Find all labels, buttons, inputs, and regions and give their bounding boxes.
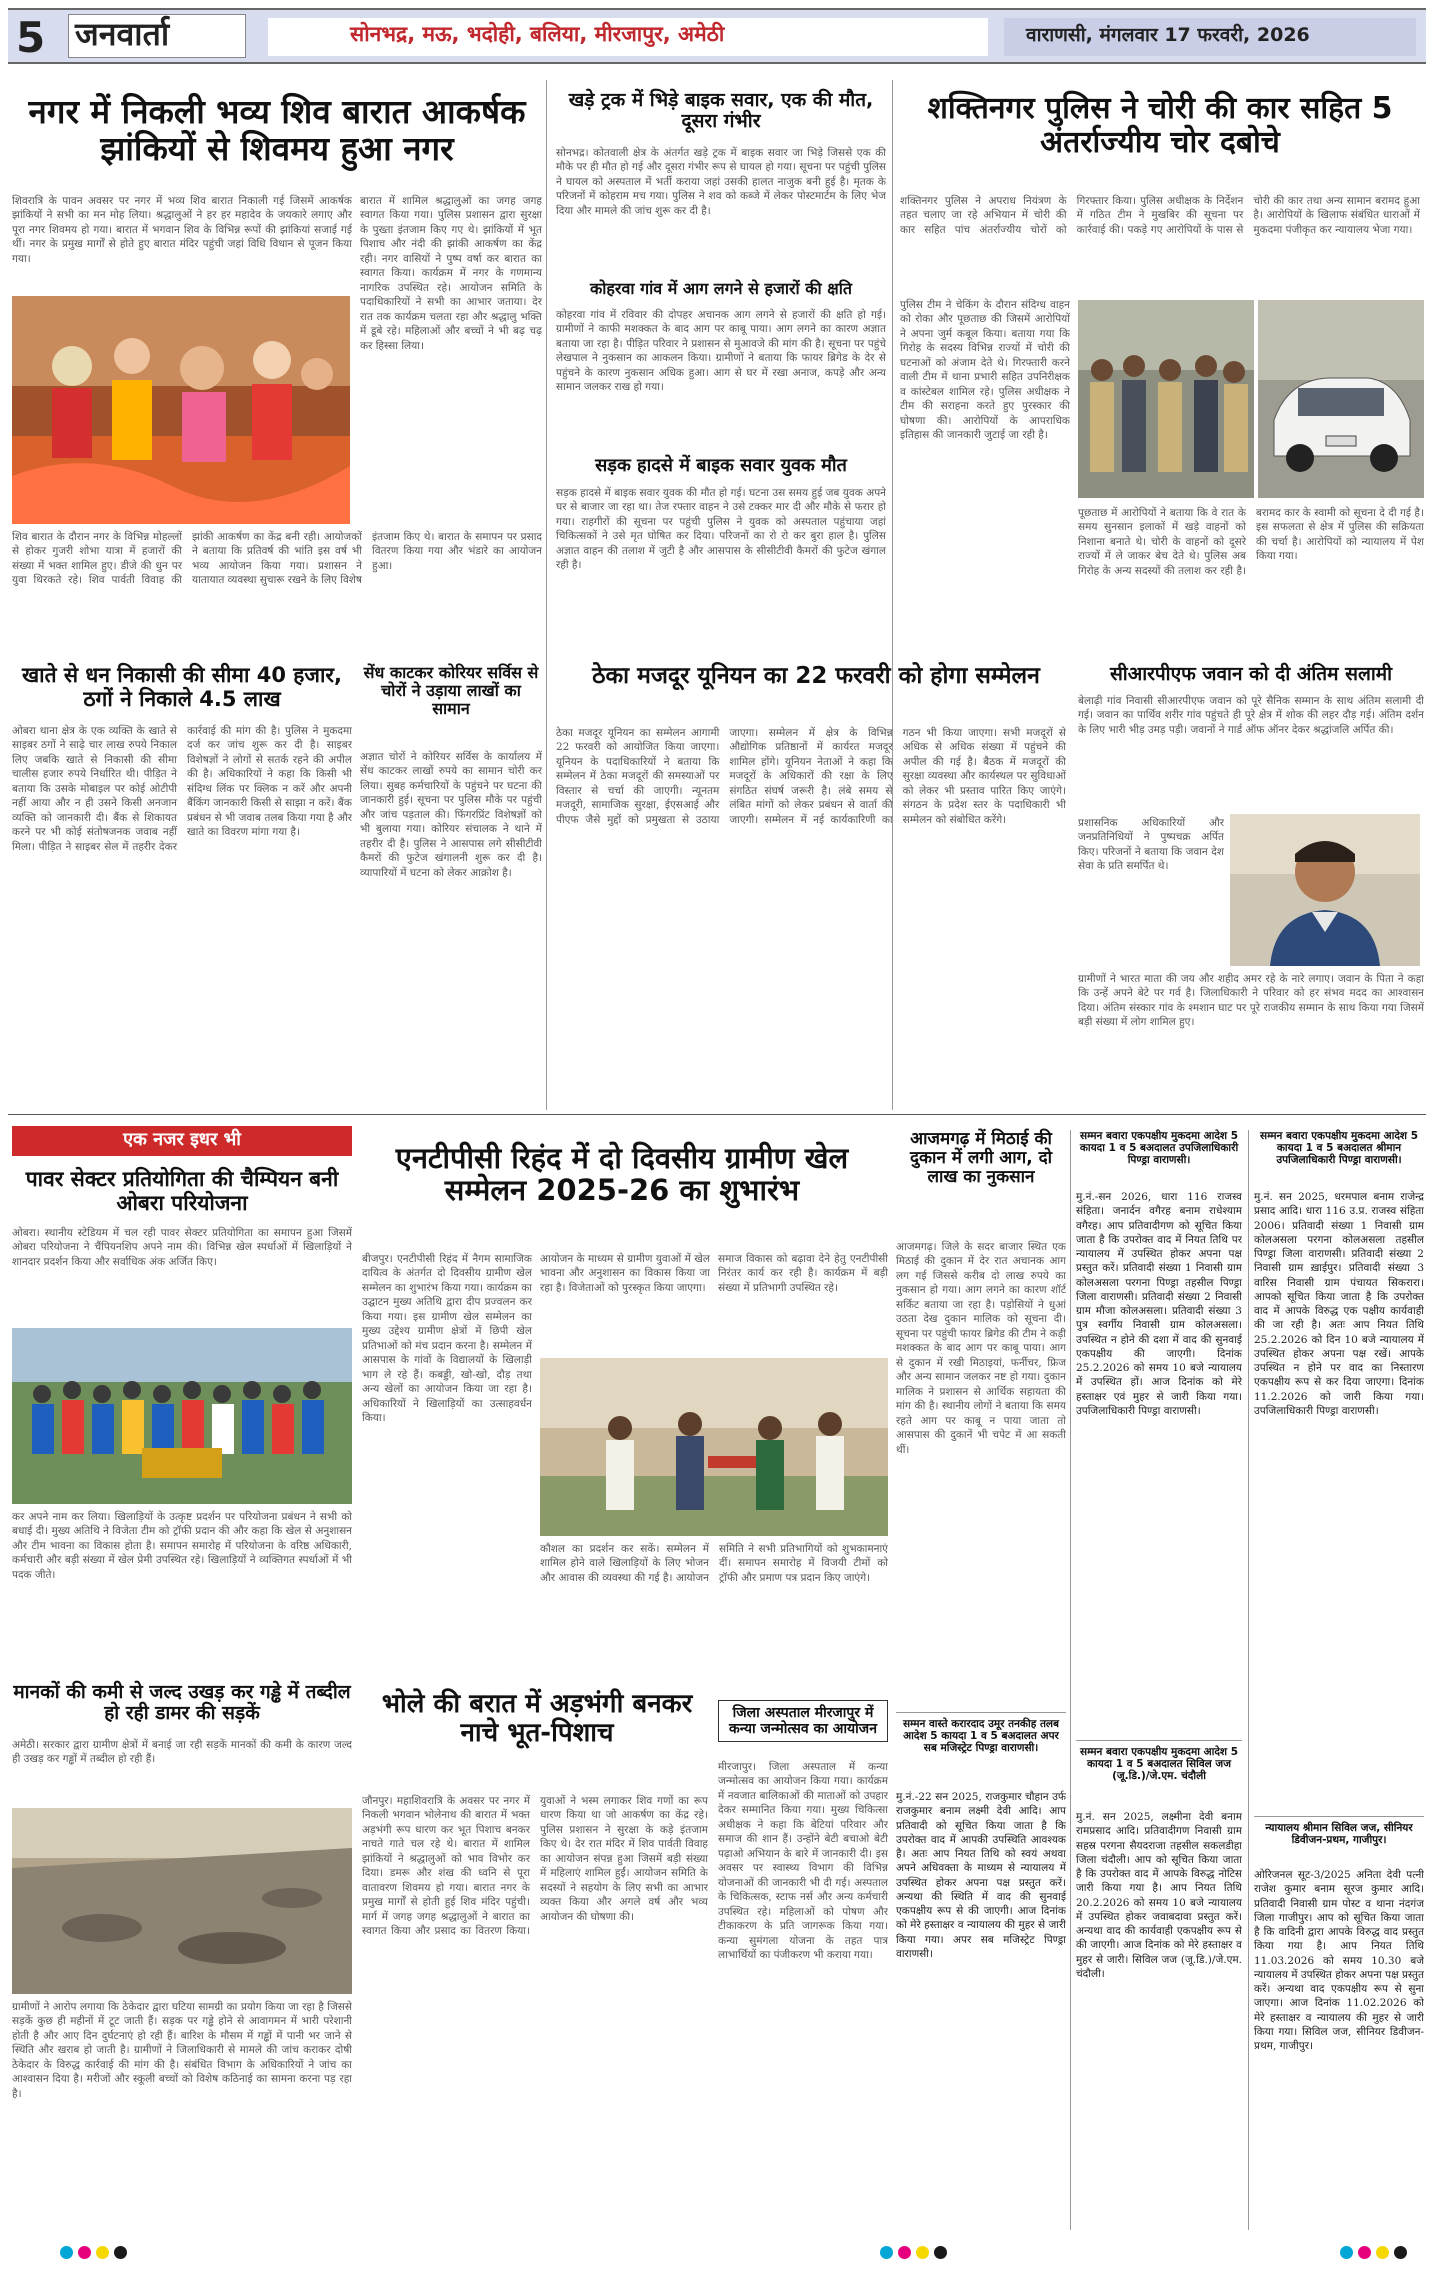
notice5-heading: न्यायालय श्रीमान सिविल जज, सीनियर डिवीजन-प्रथम, गाजीपुर। (1265, 1822, 1413, 1847)
story-body: अज्ञात चोरों ने कोरियर सर्विस के कार्यालय में सेंध काटकर लाखों रुपये का सामान चोरी कर लिया। सुबह कर्मचारियों के पहुंचने पर घटना की जानकारी हुई। सूचना पर पुलिस मौके पर पहुंची और जांच पड़ताल की। फिंगरप्रिंट विशेषज्ञों को भी बुलाया गया। कोरियर संचालक ने थाने में तहरीर दी है। पुलिस ने आसपास लगे सीसीटीवी कैमरों की फुटेज खंगालनी शुरू कर दी है। व्यापारियों में घटना को लेकर आक्रोश है। (360, 751, 542, 879)
column-rule (1070, 1130, 1071, 2230)
registration-dot-icon (898, 2246, 911, 2259)
registration-dot-icon (1340, 2246, 1353, 2259)
story-body: ओबरा थाना क्षेत्र के एक व्यक्ति के खाते से साइबर ठगों ने साढ़े चार लाख रुपये निकाल लिए जबकि खाते से निकासी की सीमा चालीस हजार रुपये निर्धारित थी। पीड़ित ने बताया कि उसके मोबाइल पर कोई ओटीपी नहीं आया और न ही उसने किसी अनजान व्यक्ति को जानकारी दी। बैंक से शिकायत करने पर भी कोई संतोषजनक जवाब नहीं मिला। पीड़ित ने साइबर सेल में तहरीर देकर कार्रवाई की मांग की है। पुलिस ने मुकदमा दर्ज कर जांच शुरू कर दी है। साइबर विशेषज्ञों ने लोगों से सतर्क रहने की अपील की है। अधिकारियों ने कहा कि किसी भी संदिग्ध लिंक पर क्लिक न करें और अपनी बैंकिंग जानकारी किसी से साझा न करें। बैंक प्रबंधन से भी जवाब तलब किया गया है और खाते का विवरण मांगा गया है। (12, 725, 352, 853)
headline-shaktinagar: शक्तिनगर पुलिस ने चोरी की कार सहित 5 अंतर्राज्यीय चोर दबोचे (927, 91, 1393, 160)
story-body: आयोजन के माध्यम से ग्रामीण युवाओं में खेल भावना और अनुशासन का विकास किया जा रहा है। विजेताओं को पुरस्कृत किया जाएगा। (540, 1253, 710, 1294)
ek-nazar-banner (12, 1126, 352, 1156)
headline-hospital: जिला अस्पताल मीरजापुर में कन्या जन्मोत्सव का आयोजन (718, 1700, 888, 1742)
registration-dot-icon (78, 2246, 91, 2259)
story-body: कौशल का प्रदर्शन कर सकें। सम्मेलन में शामिल होने वाले खिलाड़ियों के लिए भोजन और आवास की व्यवस्था की गई है। आयोजन समिति ने सभी प्रतिभागियों को शुभकामनाएं दीं। समापन समारोह में विजयी टीमों को ट्रॉफी और प्रमाण पत्र प्रदान किए जाएंगे। (540, 1543, 888, 1584)
headline-bhole: भोले की बरात में अड़भंगी बनकर नाचे भूत-पिशाच (381, 1689, 693, 1749)
headline-crpf: सीआरपीएफ जवान को दी अंतिम सलामी (1109, 663, 1393, 685)
ek-nazar-label: एक नजर इधर भी (123, 1129, 241, 1150)
story-body: शिव बारात के दौरान नगर के विभिन्न मोहल्लों से होकर गुजरी शोभा यात्रा में हजारों की संख्या में भक्त शामिल हुए। डीजे की धुन पर युवा थिरकते रहे। शिव पार्वती विवाह की झांकी आकर्षण का केंद्र बनी रही। आयोजकों ने बताया कि प्रतिवर्ष की भांति इस वर्ष भी भव्य आयोजन किया गया। प्रशासन ने यातायात व्यवस्था सुचारू रखने के लिए विशेष इंतजाम किए थे। बारात के समापन पर प्रसाद वितरण किया गया और भंडारे का आयोजन हुआ। (12, 531, 542, 587)
page-number: 5 (16, 13, 46, 62)
story-body: शक्तिनगर पुलिस ने अपराध नियंत्रण के तहत चलाए जा रहे अभियान में चोरी की कार सहित पांच अंतर्राज्यीय चोरों को गिरफ्तार किया। पुलिस अधीक्षक के निर्देशन में गठित टीम ने मुखबिर की सूचना पर कार्रवाई की। पकड़े गए आरोपियों के पास से चोरी की कार तथा अन्य सामान बरामद हुआ है। आरोपियों के खिलाफ संबंधित धाराओं में मुकदमा पंजीकृत कर न्यायालय भेजा गया। (900, 195, 1420, 236)
story-body: ओबरा। स्थानीय स्टेडियम में चल रही पावर सेक्टर प्रतियोगिता का समापन हुआ जिसमें ओबरा परियोजना ने चैंपियनशिप अपने नाम की। विभिन्न खेल स्पर्धाओं में खिलाड़ियों ने शानदार प्रदर्शन किया और सर्वाधिक अंक अर्जित किए। (12, 1227, 352, 1268)
story-body: बेलाढ़ी गांव निवासी सीआरपीएफ जवान को पूरे सैनिक सम्मान के साथ अंतिम सलामी दी गई। जवान का पार्थिव शरीर गांव पहुंचते ही पूरे क्षेत्र में शोक की लहर दौड़ गई। अंतिम दर्शन के लिए भारी भीड़ उमड़ पड़ी। जवानों ने गार्ड ऑफ ऑनर देकर श्रद्धांजलि अर्पित की। (1078, 695, 1424, 736)
registration-marks-center (880, 2244, 952, 2263)
legal-notice-body: मु.नं.-सन 2026, धारा 116 राजस्व संहिता। जनार्दन वगैरह बनाम राधेश्याम वगैरह। आप प्रतिवादीगण को सूचित किया जाता है कि उपरोक्त वाद में नियत तिथि पर न्यायालय में उपस्थित होकर अपना पक्ष प्रस्तुत करें। प्रतिवादी संख्या 1 निवासी ग्राम कोलअसला परगना पिण्ड्रा तहसील पिण्ड्रा जिला वाराणसी। प्रतिवादी संख्या 2 निवासी ग्राम मौजा कोलअसला। प्रतिवादी संख्या 3 पुत्र स्वर्गीय निवासी ग्राम कोलअसला। उपस्थित न होने की दशा में वाद की सुनवाई एकपक्षीय की जाएगी। दिनांक 25.2.2026 को समय 10 बजे न्यायालय में उपस्थित हों। आज दिनांक को मेरे हस्ताक्षर एवं मुहर से जारी किया गया। उपजिलाधिकारी पिण्ड्रा वाराणसी। (1076, 1191, 1242, 1417)
notice1-heading: सम्मन बवारा एकपक्षीय मुकदमा आदेश 5 कायदा 1 व 5 बअदालत उपजिलाधिकारी पिण्ड्रा वाराणसी। (1079, 1130, 1239, 1167)
headline-courier: सेंध काटकर कोरियर सर्विस से चोरों ने उड़ाया लाखों का सामान (363, 663, 539, 718)
dateline-box (1004, 18, 1416, 56)
damaged-road-photo (12, 1808, 352, 1994)
headline-azamgarh: आजमगढ़ में मिठाई की दुकान में लगी आग, दो लाख का नुकसान (909, 1129, 1053, 1188)
story-body: सोनभद्र। कोतवाली क्षेत्र के अंतर्गत खड़े ट्रक में बाइक सवार जा भिड़े जिससे एक की मौके पर ही मौत हो गई और दूसरा गंभीर रूप से घायल हो गया। सूचना पर पहुंची पुलिस ने घायल को अस्पताल में भर्ती कराया जहां उसकी हालत नाजुक बनी हुई है। मृतक के परिजनों में कोहराम मच गया। पुलिस ने शव को कब्जे में लेकर पोस्टमार्टम के लिए भेज दिया और मामले की जांच शुरू कर दी है। (556, 147, 886, 217)
section-divider (1076, 1740, 1242, 1741)
region-strip (268, 18, 988, 56)
region-list: सोनभद्र, मऊ, भदोही, बलिया, मीरजापुर, अमेठी (350, 22, 725, 46)
story-body: ठेका मजदूर यूनियन का सम्मेलन आगामी 22 फरवरी को आयोजित किया जाएगा। यूनियन के पदाधिकारियों ने बताया कि सम्मेलन में ठेका मजदूरों की समस्याओं पर विस्तार से चर्चा की जाएगी। न्यूनतम मजदूरी, सामाजिक सुरक्षा, ईएसआई और पीएफ जैसे मुद्दों को प्रमुखता से उठाया जाएगा। सम्मेलन में क्षेत्र के विभिन्न औद्योगिक प्रतिष्ठानों में कार्यरत मजदूर शामिल होंगे। यूनियन नेताओं ने कहा कि मजदूरों के अधिकारों की रक्षा के लिए संगठित संघर्ष जरूरी है। लंबे समय से लंबित मांगों को लेकर प्रबंधन से वार्ता की जाएगी। सम्मेलन में नई कार्यकारिणी का गठन भी किया जाएगा। सभी मजदूरों से अधिक से अधिक संख्या में पहुंचने की अपील की गई है। बैठक में मजदूरों की सुरक्षा व्यवस्था और कार्यस्थल पर सुविधाओं को लेकर भी प्रस्ताव पारित किए जाएंगे। संगठन के प्रदेश स्तर के पदाधिकारी भी सम्मेलन को संबोधित करेंगे। (556, 727, 1066, 826)
registration-dot-icon (1358, 2246, 1371, 2259)
notice2-heading: सम्मन बवारा एकपक्षीय मुकदमा आदेश 5 कायदा 1 व 5 बअदालत श्रीमान उपजिलाधिकारी पिण्ड्रा वाराणसी। (1259, 1130, 1419, 1167)
notice3-heading: सम्मन वास्ते करारदाद उमूर तनकीह तलब आदेश 5 कायदा 1 व 5 बअदालत अपर सब मजिस्ट्रेट पिण्ड्रा वाराणसी। (902, 1718, 1060, 1755)
crpf-jawan-photo (1230, 814, 1420, 966)
registration-dot-icon (60, 2246, 73, 2259)
column-rule (546, 80, 547, 1110)
headline-bike-death: सड़क हादसे में बाइक सवार युवक मौत (595, 455, 847, 476)
section-divider (8, 1114, 1426, 1115)
section-divider (896, 1712, 1066, 1713)
story-body: समाज विकास को बढ़ावा देने हेतु एनटीपीसी निरंतर कार्य कर रही है। कार्यक्रम में बड़ी संख्या में प्रतिभागी उपस्थित रहे। (718, 1253, 888, 1294)
ntpc-event-photo (540, 1358, 888, 1536)
registration-marks-left (60, 2244, 132, 2263)
registration-dot-icon (880, 2246, 893, 2259)
headline-kohrawa-fire: कोहरवा गांव में आग लगने से हजारों की क्षति (590, 279, 852, 298)
story-body: बीजपुर। एनटीपीसी रिहंद में नैगम सामाजिक दायित्व के अंतर्गत दो दिवसीय ग्रामीण खेल सम्मेलन का शुभारंभ किया गया। कार्यक्रम का उद्घाटन मुख्य अतिथि द्वारा दीप प्रज्वलन कर किया गया। इस ग्रामीण खेल सम्मेलन का मुख्य उद्देश्य ग्रामीण क्षेत्रों में छिपी खेल प्रतिभाओं को मंच प्रदान करना है। सम्मेलन में आसपास के गांवों के विद्यालयों के खिलाड़ी भाग ले रहे हैं। कबड्डी, खो-खो, दौड़ तथा अन्य खेलों का आयोजन किया जा रहा है। अधिकारियों ने खिलाड़ियों का उत्साहवर्धन किया। (362, 1253, 532, 1425)
legal-notice-body: मु.नं. सन 2025, धरमपाल बनाम राजेन्द्र प्रसाद आदि। धारा 116 उ.प्र. राजस्व संहिता 2006। प्रतिवादी संख्या 1 निवासी ग्राम कोलअसला परगना कोलअसला तहसील पिण्ड्रा जिला वाराणसी। प्रतिवादी संख्या 2 निवासी ग्राम ख़ाईपुर। प्रतिवादी संख्या 3 वारिस निवासी ग्राम पंचायत सिकरारा। आपको सूचित किया जाता है कि उपरोक्त वाद में आपके विरुद्ध एक पक्षीय कार्यवाही की जा रही है। अतः आप नियत तिथि 25.2.2026 को दिन 10 बजे न्यायालय में उपस्थित होकर अपना पक्ष रखें। आपके उपस्थित न होने पर वाद का निस्तारण एकपक्षीय रूप से कर दिया जाएगा। दिनांक 11.2.2026 को जारी किया गया। उपजिलाधिकारी पिण्ड्रा वाराणसी। (1254, 1191, 1424, 1417)
headline-obra: पावर सेक्टर प्रतियोगिता की चैम्पियन बनी ओबरा परियोजना (25, 1167, 339, 1215)
headline-shiv-barat: नगर में निकली भव्य शिव बारात आकर्षक झांकियों से शिवमय हुआ नगर (28, 92, 526, 168)
story-body: पुलिस टीम ने चेकिंग के दौरान संदिग्ध वाहन को रोका और पूछताछ की जिसमें आरोपियों ने अपना जुर्म कबूल किया। बताया गया कि गिरोह के सदस्य विभिन्न राज्यों में चोरी की घटनाओं को अंजाम देते थे। गिरफ्तारी करने वाली टीम में थाना प्रभारी सहित उपनिरीक्षक व कांस्टेबल शामिल रहे। पुलिस अधीक्षक ने टीम की सराहना करते हुए पुरस्कार की घोषणा की। आरोपियों के आपराधिक इतिहास की जानकारी जुटाई जा रही है। (900, 299, 1070, 442)
legal-notice-body: मु.नं. सन 2025, लक्ष्मीना देवी बनाम रामप्रसाद आदि। प्रतिवादीगण निवासी ग्राम सहस्र परगना सैयदराजा तहसील सकलडीहा जिला चंदौली। आप को सूचित किया जाता है कि उपरोक्त वाद में आपके विरुद्ध नोटिस जारी किया गया है। आप नियत तिथि 20.2.2026 को समय 10 बजे न्यायालय में उपस्थित होकर जवाबदावा प्रस्तुत करें। अन्यथा वाद की कार्यवाही एकपक्षीय रूप से की जाएगी। आज दिनांक को मेरे हस्ताक्षर व मुहर से जारी। सिविल जज (जू.डि.)/जे.एम. चंदौली। (1076, 1811, 1242, 1980)
registration-dot-icon (1376, 2246, 1389, 2259)
registration-dot-icon (1394, 2246, 1407, 2259)
headline-ntpc: एनटीपीसी रिहंद में दो दिवसीय ग्रामीण खेल सम्मेलन 2025-26 का शुभारंभ (395, 1141, 849, 1208)
stolen-car-photo (1258, 300, 1424, 498)
headline-roads: मानकों की कमी से जल्द उखड़ कर गड्ढे में तब्दील हो रही डामर की सड़कें (13, 1681, 351, 1725)
registration-marks-right (1340, 2244, 1412, 2263)
registration-dot-icon (114, 2246, 127, 2259)
dateline: वाराणसी, मंगलवार 17 फरवरी, 2026 (1026, 24, 1310, 46)
story-body: शिवरात्रि के पावन अवसर पर नगर में भव्य शिव बारात निकाली गई जिसमें आकर्षक झांकियों ने सभी का मन मोह लिया। श्रद्धालुओं ने हर हर महादेव के जयकारे लगाए और पूरा नगर शिवमय हो गया। बारात में भगवान शिव के विभिन्न रूपों की झांकियां सजाई गई थीं। नगर के प्रमुख मार्गों से होते हुए बारात मंदिर पहुंची जहां विधि विधान से पूजन किया गया। (12, 195, 352, 265)
registration-dot-icon (96, 2246, 109, 2259)
story-body: प्रशासनिक अधिकारियों और जनप्रतिनिधियों ने पुष्पचक्र अर्पित किए। परिजनों ने बताया कि जवान देश सेवा के प्रति समर्पित थे। (1078, 817, 1224, 873)
story-body: आजमगढ़। जिले के सदर बाजार स्थित एक मिठाई की दुकान में देर रात अचानक आग लग गई जिससे करीब दो लाख रुपये का नुकसान हो गया। आग लगने का कारण शॉर्ट सर्किट बताया जा रहा है। पड़ोसियों ने धुआं उठता देख दुकान मालिक को सूचना दी। सूचना पर पहुंची फायर ब्रिगेड की टीम ने कड़ी मशक्कत के बाद आग पर काबू पाया। आग से दुकान में रखी मिठाइयां, फर्नीचर, फ्रिज और अन्य सामान जलकर नष्ट हो गया। दुकान मालिक ने प्रशासन से आर्थिक सहायता की मांग की है। स्थानीय लोगों ने बताया कि समय रहते आग पर काबू न पाया जाता तो आसपास की दुकानें भी चपेट में आ सकती थीं। (896, 1241, 1066, 1456)
story-body: कर अपने नाम कर लिया। खिलाड़ियों के उत्कृष्ट प्रदर्शन पर परियोजना प्रबंधन ने सभी को बधाई दी। मुख्य अतिथि ने विजेता टीम को ट्रॉफी प्रदान की और कहा कि खेल से अनुशासन और टीम भावना का विकास होता है। समापन समारोह में परियोजना के वरिष्ठ अधिकारी, कर्मचारी और बड़ी संख्या में खेल प्रेमी उपस्थित रहे। खिलाड़ियों ने व्यक्तिगत स्पर्धाओं में भी पदक जीते। (12, 1511, 352, 1581)
masthead (8, 8, 1426, 64)
story-body: अमेठी। सरकार द्वारा ग्रामीण क्षेत्रों में बनाई जा रही सड़कें मानकों की कमी के कारण जल्द ही उखड़ कर गड्ढों में तब्दील हो रही हैं। (12, 1739, 352, 1766)
shaktinagar-police-photo (1078, 300, 1254, 498)
story-body: मीरजापुर। जिला अस्पताल में कन्या जन्मोत्सव का आयोजन किया गया। कार्यक्रम में नवजात बालिकाओं की माताओं को उपहार देकर सम्मानित किया गया। मुख्य चिकित्सा अधीक्षक ने कहा कि बेटियां परिवार और समाज की शान हैं। उन्होंने बेटी बचाओ बेटी पढ़ाओ अभियान के बारे में जानकारी दी। इस अवसर पर स्वास्थ्य विभाग की विभिन्न योजनाओं की जानकारी भी दी गई। अस्पताल के चिकित्सक, स्टाफ नर्स और अन्य कर्मचारी उपस्थित रहे। महिलाओं को पोषण और टीकाकरण के प्रति जागरूक किया गया। कन्या सुमंगला योजना के तहत पात्र लाभार्थियों का पंजीकरण भी कराया गया। (718, 1761, 888, 1962)
story-body: ग्रामीणों ने भारत माता की जय और शहीद अमर रहे के नारे लगाए। जवान के पिता ने कहा कि उन्हें अपने बेटे पर गर्व है। जिलाधिकारी ने परिवार को हर संभव मदद का आश्वासन दिया। अंतिम संस्कार गांव के श्मशान घाट पर पूरे राजकीय सम्मान के साथ किया गया जिसमें बड़ी संख्या में लोग शामिल हुए। (1078, 973, 1424, 1029)
obra-team-photo (12, 1328, 352, 1504)
story-body: सड़क हादसे में बाइक सवार युवक की मौत हो गई। घटना उस समय हुई जब युवक अपने घर से बाजार जा रहा था। तेज रफ्तार वाहन ने उसे टक्कर मार दी और मौके से फरार हो गया। राहगीरों की सूचना पर पहुंची पुलिस ने युवक को अस्पताल पहुंचाया जहां चिकित्सकों ने उसे मृत घोषित कर दिया। परिजनों का रो रो कर बुरा हाल है। पुलिस अज्ञात वाहन की तलाश में जुटी है और आसपास के सीसीटीवी कैमरों की फुटेज खंगाल रही है। (556, 487, 886, 572)
shiv-barat-photo (12, 296, 350, 524)
story-body: जौनपुर। महाशिवरात्रि के अवसर पर नगर में निकली भगवान भोलेनाथ की बारात में भक्त अड़भंगी रूप धारण कर भूत पिशाच बनकर नाचते गाते चल रहे थे। बारात में शामिल झांकियों ने श्रद्धालुओं को भाव विभोर कर दिया। डमरू और शंख की ध्वनि से पूरा वातावरण शिवमय हो गया। बारात नगर के प्रमुख मार्गों से होती हुई शिव मंदिर पहुंची। मार्ग में जगह जगह श्रद्धालुओं ने बारात का स्वागत किया और प्रसाद का वितरण किया। युवाओं ने भस्म लगाकर शिव गणों का रूप धारण किया था जो आकर्षण का केंद्र रहे। पुलिस प्रशासन ने सुरक्षा के कड़े इंतजाम किए थे। देर रात मंदिर में शिव पार्वती विवाह का आयोजन संपन्न हुआ जिसमें बड़ी संख्या में महिलाएं शामिल हुईं। आयोजन समिति के सदस्यों ने सहयोग के लिए सभी का आभार व्यक्त किया और अगले वर्ष और भव्य आयोजन की घोषणा की। (362, 1795, 708, 1938)
story-body: कोहरवा गांव में रविवार की दोपहर अचानक आग लगने से हजारों की क्षति हो गई। ग्रामीणों ने काफी मशक्कत के बाद आग पर काबू पाया। आग लगने का कारण अज्ञात बताया जा रहा है। पीड़ित परिवार ने प्रशासन से मुआवजे की मांग की है। सूचना पर पहुंचे लेखपाल ने नुकसान का आकलन किया। ग्रामीणों ने बताया कि फायर ब्रिगेड के देर से पहुंचने के कारण नुकसान अधिक हुआ। आग से घर में रखा अनाज, कपड़े और अन्य सामान जलकर राख हो गया। (556, 309, 886, 394)
paper-name-box (68, 14, 246, 58)
legal-notice-body: मु.नं.-22 सन 2025, राजकुमार चौहान उर्फ राजकुमार बनाम लक्ष्मी देवी आदि। आप प्रतिवादी को सूचित किया जाता है कि उपरोक्त वाद में आपकी उपस्थिति आवश्यक है। अतः आप नियत तिथि को स्वयं अथवा अपने अधिवक्ता के माध्यम से न्यायालय में उपस्थित होकर अपना पक्ष प्रस्तुत करें। अन्यथा की स्थिति में वाद की सुनवाई एकपक्षीय रूप से की जाएगी। आज दिनांक को मेरे हस्ताक्षर व न्यायालय की मुहर से जारी किया गया। अपर सब मजिस्ट्रेट पिण्ड्रा वाराणसी। (896, 1791, 1066, 1960)
registration-dot-icon (916, 2246, 929, 2259)
registration-dot-icon (934, 2246, 947, 2259)
headline-thug: खाते से धन निकासी की सीमा 40 हजार, ठगों ने निकाले 4.5 लाख (22, 663, 342, 711)
column-rule (1248, 1130, 1249, 2230)
legal-notice-body: ओरिजनल सूट-3/2025 अनिता देवी पत्नी राजेश कुमार बनाम सूरज कुमार आदि। प्रतिवादी निवासी ग्राम पोस्ट व थाना नंदगंज जिला गाजीपुर। आप को सूचित किया जाता है कि वादिनी द्वारा आपके विरुद्ध वाद प्रस्तुत किया गया है। आप नियत तिथि 11.03.2026 को समय 10.30 बजे न्यायालय में उपस्थित होकर अपना पक्ष प्रस्तुत करें। अन्यथा वाद एकपक्षीय रूप से सुना जाएगा। आज दिनांक 11.02.2026 को मेरे हस्ताक्षर व न्यायालय की मुहर से जारी किया गया। सिविल जज, सीनियर डिवीजन-प्रथम, गाजीपुर। (1254, 1869, 1424, 2053)
section-divider (1254, 1816, 1424, 1817)
headline-truck-bike: खड़े ट्रक में भिड़े बाइक सवार, एक की मौत, दूसरा गंभीर (568, 89, 874, 133)
notice4-heading: सम्मन बवारा एकपक्षीय मुकदमा आदेश 5 कायदा 1 व 5 बअदालत सिविल जज (जू.डि.)/जे.एम. चंदौली (1079, 1746, 1239, 1783)
story-body: बारात में शामिल श्रद्धालुओं का जगह जगह स्वागत किया गया। पुलिस प्रशासन द्वारा सुरक्षा के पुख्ता इंतजाम किए गए थे। झांकियों में भूत पिशाच और नंदी की झांकी आकर्षण का केंद्र रही। नगर वासियों ने पुष्प वर्षा कर बारात का स्वागत किया। कार्यक्रम में नगर के गणमान्य नागरिक उपस्थित रहे। आयोजन समिति के पदाधिकारियों ने सभी का आभार जताया। देर रात तक कार्यक्रम चलता रहा और श्रद्धालु भक्ति में डूबे रहे। महिलाओं और बच्चों ने भी बढ़ चढ़ कर हिस्सा लिया। (360, 195, 542, 352)
headline-theka: ठेका मजदूर यूनियन का 22 फरवरी को होगा सम्मेलन (592, 663, 1040, 689)
paper-name: जनवार्ता (75, 15, 170, 53)
story-body: पूछताछ में आरोपियों ने बताया कि वे रात के समय सुनसान इलाकों में खड़े वाहनों को निशाना बनाते थे। चोरी के वाहनों को दूसरे राज्यों में ले जाकर बेच देते थे। पुलिस अब गिरोह के अन्य सदस्यों की तलाश कर रही है। बरामद कार के स्वामी को सूचना दे दी गई है। इस सफलता से क्षेत्र में पुलिस की सक्रियता की चर्चा है। आरोपियों को न्यायालय में पेश किया गया। (1078, 507, 1424, 577)
story-body: ग्रामीणों ने आरोप लगाया कि ठेकेदार द्वारा घटिया सामग्री का प्रयोग किया जा रहा है जिससे सड़कें कुछ ही महीनों में टूट जाती हैं। सड़क पर गड्ढे होने से आवागमन में भारी परेशानी होती है और आए दिन दुर्घटनाएं हो रही हैं। बारिश के मौसम में गड्ढों में पानी भर जाने से स्थिति और खराब हो जाती है। ग्रामीणों ने जिलाधिकारी से मामले की जांच कराकर दोषी ठेकेदार के विरुद्ध कार्रवाई की मांग की है। संबंधित विभाग के अधिकारियों ने जांच का आश्वासन दिया है। मरीजों और स्कूली बच्चों को विशेष कठिनाई का सामना करना पड़ रहा है। (12, 2001, 352, 2100)
